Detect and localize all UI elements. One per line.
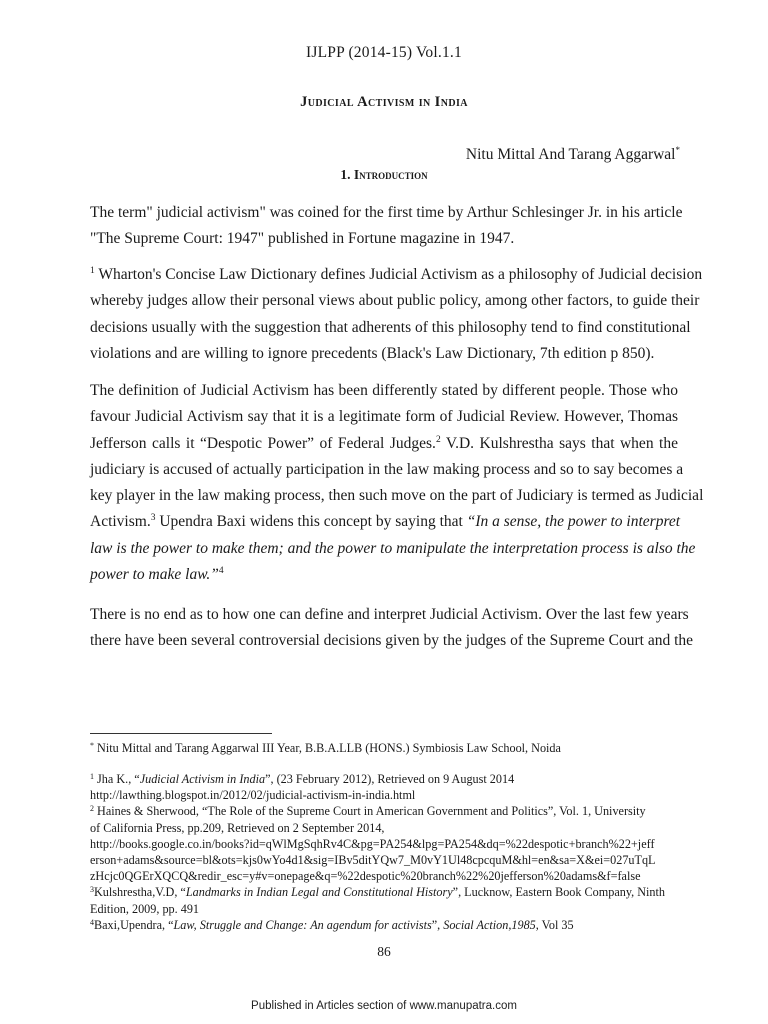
paragraph-line: "The Supreme Court: 1947" published in Fortune magazine in 1947. [90, 230, 515, 248]
footnote-marker: 4 [90, 917, 94, 927]
paragraph-line: There is no end as to how one can define and interpret Judicial Activism. Over the last few years [90, 606, 689, 623]
paragraph-line: key player in the law making process, then such move on the part of Judiciary is termed as Judicial [90, 487, 704, 505]
footnote-2-line: of California Press, pp.209, Retrieved on 2 September 2014, [90, 820, 385, 835]
footnote-list [90, 771, 680, 933]
article-title [0, 94, 768, 111]
footnote-marker: * [90, 741, 94, 750]
footnote-marker: 1 [90, 772, 94, 781]
footnote-ref: 4 [218, 566, 224, 577]
footnote-1-url[interactable]: http://lawthing.blogspot.in/2012/02/judicial-activism-in-india.html [90, 788, 416, 803]
paragraph-4 [90, 602, 694, 655]
author-footnote-marker: * [675, 145, 680, 155]
paragraph-line: Activism.$^3$ Upendra Baxi widens this concept by saying that “In a sense, the power to interpret [90, 513, 681, 531]
paragraph-line: $^1$ Wharton's Concise Law Dictionary defines Judicial Activism as a philosophy of Judicial decision [90, 266, 703, 283]
section-heading: 1. Introduction [340, 167, 428, 182]
article-title-text: Judicial Activism in India [300, 94, 468, 110]
footnote-2: $^2$ Haines & Sherwood, “The Role of the Supreme Court in American Government and Politics”, Vol. 1, University [90, 804, 646, 819]
footnote-4: $^4$Baxi,Upendra, “Law, Struggle and Change: An agendum for activists”, Social Action,1985, Vol 35 [90, 917, 574, 932]
paragraph-line [90, 562, 678, 588]
paragraph-line [90, 536, 696, 562]
footnote-2-url[interactable]: http://books.google.co.in/books?id=qWlMgSqhRv4C&pg=PA254&lpg=PA254&dq=%22despotic+branch%22+jeff [90, 836, 655, 851]
footnote-marker: 3 [90, 885, 94, 895]
paragraph-2 [90, 262, 703, 367]
paragraph-line: The term" judicial activism" was coined for the first time by Arthur Schlesinger Jr. in his article [90, 204, 683, 221]
paragraph-line: violations and are willing to ignore precedents (Black's Law Dictionary, 7th edition p 850). [90, 344, 655, 362]
paragraph-1 [90, 200, 683, 253]
author-names: Nitu Mittal And Tarang Aggarwal [465, 146, 676, 163]
publisher-footer[interactable]: Published in Articles section of www.manupatra.com [251, 1000, 517, 1012]
paragraph-line: Jefferson calls it “Despotic Power” of Federal Judges.$^2$ V.D. Kulshrestha says that when the [90, 434, 678, 452]
footnote-ref: 2 [435, 434, 441, 445]
footnote-marker: 2 [90, 804, 94, 814]
footnote-3-line: Edition, 2009, pp. 491 [90, 901, 200, 916]
paragraph-3 [90, 378, 704, 588]
paragraph-line: decisions usually with the suggestion that adherents of this philosophy tend to find constitutional [90, 318, 691, 336]
paragraph-line: there have been several controversial decisions given by the judges of the Supreme Court and the [90, 632, 694, 650]
paragraph-line: The definition of Judicial Activism has been differently stated by different people. Those who [90, 382, 678, 399]
footnote-author: * Nitu Mittal and Tarang Aggarwal III Year, B.B.A.LLB (HONS.) Symbiosis Law School, Noida [90, 741, 561, 755]
journal-header: IJLPP (2014-15) Vol.1.1 [306, 44, 462, 61]
footnote-3: $^3$Kulshrestha,V.D, “Landmarks in Indian Legal and Constitutional History”, Lucknow, Eastern Book Company, Ninth [90, 885, 665, 900]
paragraph-line: judiciary is accused of actually participation in the law making process and so to say becomes a [90, 460, 684, 478]
quotation: power to make law.” [90, 566, 219, 584]
paragraph-line: favour Judicial Activism say that it is a legitimate form of Judicial Review. However, Thomas [90, 408, 678, 426]
footnote-ref: 1 [90, 266, 95, 276]
footnote-ref: 3 [150, 513, 156, 524]
footnote-separator [90, 733, 272, 734]
author-line [466, 145, 680, 164]
footnote-1: $^1$ Jha K., “Judicial Activism in India”, (23 February 2012), Retrieved on 9 August 2014 [90, 772, 515, 786]
footnote-2-url[interactable]: zHcjc0QGErXQCQ&redir_esc=y#v=onepage&q=%22despotic%20branch%22%20jefferson%20adams&f=false [90, 869, 641, 884]
quotation: law is the power to make them; and the power to manipulate the interpretation process is also the [90, 539, 696, 557]
quotation: “In a sense, the power to interpret [466, 513, 681, 531]
page-number: 86 [377, 944, 391, 959]
footnote-2-url[interactable]: erson+adams&source=bl&ots=kjs0wYo4d1&sig=IBv5ditYQw7_M0vY1Ul48cpcquM&hl=en&sa=X&ei=027uTqL [90, 853, 656, 868]
paragraph-line: whereby judges allow their personal views about public policy, among other factors, to guide their [90, 292, 700, 310]
